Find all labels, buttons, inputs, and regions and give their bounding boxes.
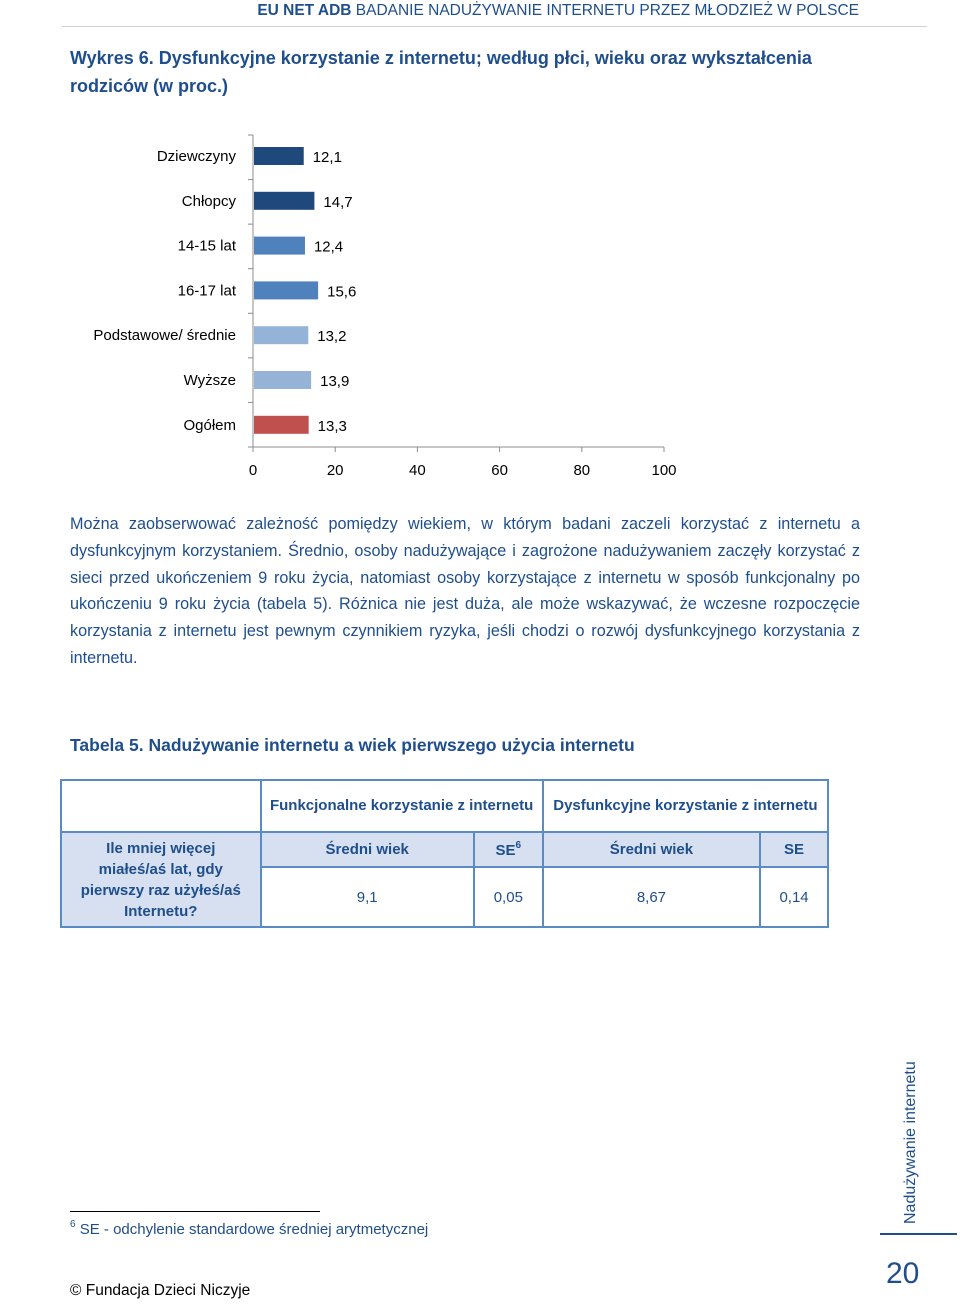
body-paragraph: Można zaobserwować zależność pomiędzy wiekiem, w którym badani zaczeli korzystać z internetu a dysfunkcyjnym korzystaniem. Średnio, osoby nadużywające i zagrożone nadużywaniem zaczęły korzystać z sieci przed ukończeniem 9 roku życia, natomiast osoby korzystające z internetu w sposób funkcjonalny po ukończeniu 9 roku życia (tabela 5). Różnica nie jest duża, ale może wskazywać, że wczesne rozpoczęcie korzystania z internetu jest pewnym czynnikiem ryzyka, jeśli chodzi o rozwój dysfunkcyjnego korzystania z internetu. [70,515,860,667]
x-tick-label: 20 [326,462,344,479]
subheader-sredni-wiek-dysfunkcyjne: Średni wiek [543,832,760,867]
chart-svg [0,0,960,500]
category-label: 14-15 lat [177,237,236,255]
value-label: 14,7 [323,193,353,211]
footnote: $^6$ SE - odchylenie standardowe średniej arytmetycznej [70,1219,429,1238]
cell-sredni-wiek-funkcjonalne: 9,1 [261,867,474,927]
value-label: 15,6 [327,283,357,301]
x-tick-label: 0 [248,462,258,479]
subheader-se-dysfunkcyjne: SE [760,832,828,867]
table-corner-cell [61,780,261,832]
bar [254,416,309,434]
subheader-sredni-wiek-funkcjonalne: Średni wiek [261,832,474,867]
footnote-divider [70,1211,320,1212]
page-number: 20 [886,1257,920,1290]
table-subheader-row [61,832,828,867]
value-label: 13,2 [317,328,347,346]
category-label: Dziewczyny [156,148,236,165]
bar [254,371,311,389]
data-table [60,779,829,928]
bar [254,192,314,210]
col-header-dysfunkcyjne: Dysfunkcyjne korzystanie z internetu [543,780,828,832]
table-title: Tabela 5. Nadużywanie internetu a wiek pierwszego użycia internetu [70,735,635,755]
value-label: 13,3 [317,417,347,435]
row-label-question: Ile mniej więcej miałeś/aś lat, gdy pierwszy raz użyłeś/aś Internetu? [61,832,261,927]
x-tick-label: 40 [409,462,426,479]
cell-se-funkcjonalne: 0,05 [474,867,543,927]
value-label: 13,9 [320,373,350,390]
figure-title: Wykres 6. Dysfunkcyjne korzystanie z internetu; według płci, wieku oraz wykształcenia rodziców (w proc.) [70,48,812,96]
bar [254,281,318,299]
footnote-ref: 6 [515,840,522,851]
header-title: EU NET ADB BADANIE NADUŻYWANIE INTERNETU PRZEZ MŁODZIEŻ W POLSCE [257,2,859,19]
category-label: 16-17 lat [177,282,236,300]
col-header-funkcjonalne: Funkcjonalne korzystanie z internetu [261,780,543,832]
category-label: Podstawowe/ średnie [93,327,236,345]
table-header-row [61,780,828,832]
x-tick-label: 100 [651,462,677,479]
cell-se-dysfunkcyjne: 0,14 [760,867,828,927]
side-divider [880,1233,957,1235]
x-tick-label: 80 [573,462,591,479]
bar [254,237,305,255]
category-label: Wyższe [183,372,236,389]
bar-chart [0,0,960,500]
value-label: 12,4 [313,238,344,256]
x-tick-label: 60 [491,462,508,479]
category-label: Ogółem [183,416,236,434]
bar [254,326,308,344]
subheader-se-funkcjonalne: $SE^6$ [474,832,543,867]
footer-copyright: © Fundacja Dzieci Niczyje [70,1282,251,1299]
value-label: 12,1 [312,149,342,166]
bar [254,147,304,165]
cell-sredni-wiek-dysfunkcyjne: 8,67 [543,867,760,927]
side-label-text: Nadużywanie internetu [902,1061,919,1224]
category-label: Chłopcy [181,192,236,210]
